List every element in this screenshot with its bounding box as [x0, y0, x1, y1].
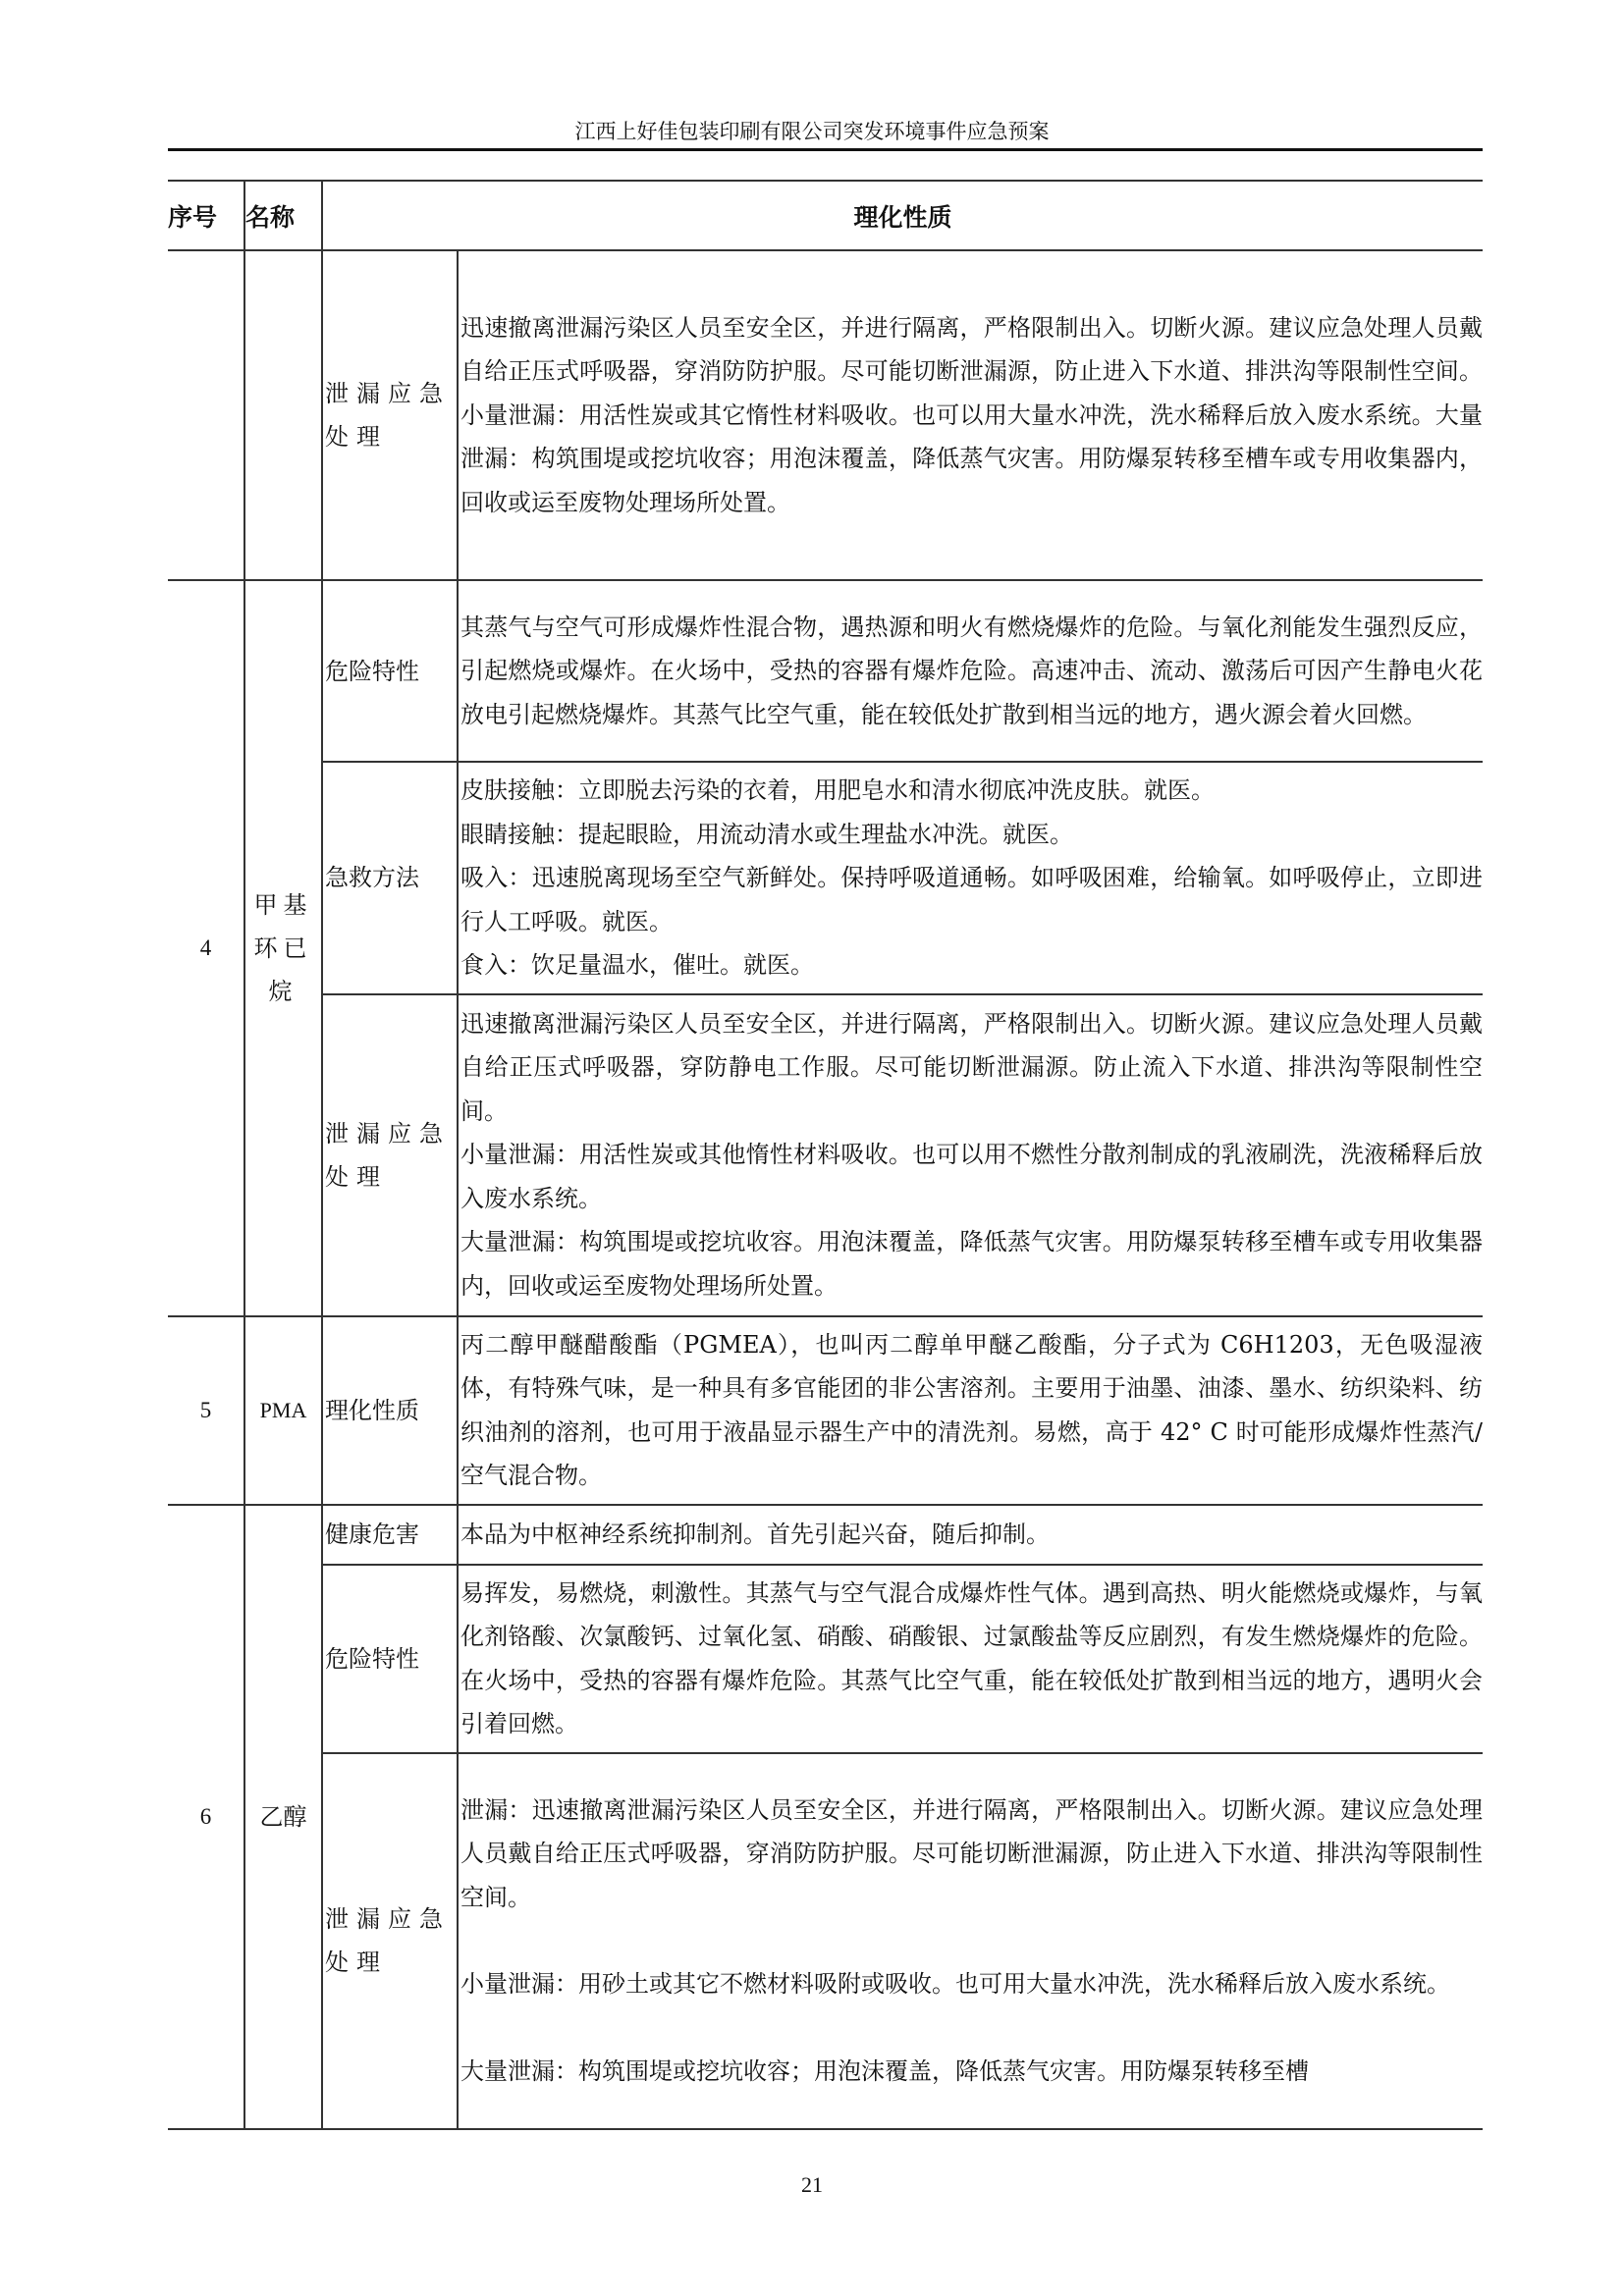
property-paragraph: 大量泄漏：构筑围堤或挖坑收容。用泡沫覆盖，降低蒸气灾害。用防爆泵转移至槽车或专用收集器内，回收或运至废物处理场所处置。	[460, 1228, 1484, 1300]
property-label: 危险特性	[322, 1565, 458, 1753]
page-number: 21	[801, 2172, 823, 2197]
property-paragraph: 泄漏：迅速撤离泄漏污染区人员至安全区，并进行隔离，严格限制出入。切断火源。建议应急处理人员戴自给正压式呼吸器，穿消防防护服。尽可能切断泄漏源，防止进入下水道、排洪沟等限制性空间。	[460, 1795, 1484, 1911]
property-text	[458, 1753, 1483, 2129]
chemical-name: PMA	[244, 1316, 322, 1505]
column-header-index: 序号	[168, 181, 244, 250]
property-text	[458, 1505, 1483, 1565]
property-text	[458, 250, 1483, 580]
table-row-4-leak	[168, 994, 1483, 1316]
property-paragraph: 易挥发，易燃烧，刺激性。其蒸气与空气混合成爆炸性气体。遇到高热、明火能燃烧或爆炸，与氧化剂铬酸、次氯酸钙、过氧化氢、硝酸、硝酸银、过氯酸盐等反应剧烈，有发生燃烧爆炸的危险。在火场中，受热的容器有爆炸危险。其蒸气比空气重，能在较低处扩散到相当远的地方，遇明火会引着回燃。	[460, 1578, 1484, 1737]
row-index: 4	[168, 580, 244, 1316]
property-paragraph: 丙二醇甲醚醋酸酯（PGMEA），也叫丙二醇单甲醚乙酸酯，分子式为 C6H1203，无色吸湿液体，有特殊气味，是一种具有多官能团的非公害溶剂。主要用于油墨、油漆、墨水、纺织染料、纺织油剂的溶剂，也可用于液晶显示器生产中的清洗剂。易燃，高于 42° C 时可能形成爆炸性蒸汽/空气混合物。	[460, 1330, 1484, 1489]
header-rule	[168, 148, 1483, 151]
row-index: 6	[168, 1505, 244, 2129]
table-row-6-hazard	[168, 1565, 1483, 1753]
name-cell-empty	[244, 250, 322, 580]
property-paragraph: 小量泄漏：用活性炭或其他惰性材料吸收。也可以用不燃性分散剂制成的乳液刷洗，洗液稀释后放入废水系统。	[460, 1141, 1484, 1212]
table-row-6	[168, 1505, 1483, 1565]
property-text	[458, 994, 1483, 1316]
property-label: 泄漏应急处理	[322, 994, 458, 1316]
property-paragraph: 眼睛接触：提起眼睑，用流动清水或生理盐水冲洗。就医。	[460, 820, 1073, 848]
property-paragraph: 迅速撤离泄漏污染区人员至安全区，并进行隔离，严格限制出入。切断火源。建议应急处理人员戴自给正压式呼吸器，穿消防防护服。尽可能切断泄漏源，防止进入下水道、排洪沟等限制性空间。小量泄漏：用活性炭或其它惰性材料吸收。也可以用大量水冲洗，洗水稀释后放入废水系统。大量泄漏：构筑围堤或挖坑收容；用泡沫覆盖，降低蒸气灾害。用防爆泵转移至槽车或专用收集器内，回收或运至废物处理场所处置。	[460, 313, 1484, 516]
property-paragraph: 其蒸气与空气可形成爆炸性混合物，遇热源和明火有燃烧爆炸的危险。与氧化剂能发生强烈反应，引起燃烧或爆炸。在火场中，受热的容器有爆炸危险。高速冲击、流动、激荡后可因产生静电火花放电引起燃烧爆炸。其蒸气比空气重，能在较低处扩散到相当远的地方，遇火源会着火回燃。	[460, 613, 1484, 728]
property-paragraph: 小量泄漏：用砂土或其它不燃材料吸附或吸收。也可用大量水冲洗，洗水稀释后放入废水系统。	[460, 1970, 1450, 1999]
table-row-6-leak	[168, 1753, 1483, 2129]
table-row-4	[168, 580, 1483, 762]
column-header-name: 名称	[244, 181, 322, 250]
table-row-continuation	[168, 250, 1483, 580]
property-paragraph: 迅速撤离泄漏污染区人员至安全区，并进行隔离，严格限制出入。切断火源。建议应急处理人员戴自给正压式呼吸器，穿防静电工作服。尽可能切断泄漏源。防止流入下水道、排洪沟等限制性空间。	[460, 1009, 1484, 1125]
property-paragraph: 大量泄漏：构筑围堤或挖坑收容；用泡沫覆盖，降低蒸气灾害。用防爆泵转移至槽	[460, 2056, 1309, 2085]
chemical-name-text: 甲基环已烷	[253, 890, 313, 1005]
property-label: 泄漏应急处理	[322, 250, 458, 580]
table-header-row	[168, 181, 1483, 250]
index-cell-empty	[168, 250, 244, 580]
property-label: 危险特性	[322, 580, 458, 762]
column-header-properties: 理化性质	[322, 181, 1483, 250]
row-index: 5	[168, 1316, 244, 1505]
table-row-5	[168, 1316, 1483, 1505]
paragraph-gap	[460, 2006, 1483, 2050]
property-label: 泄漏应急处理	[322, 1753, 458, 2129]
table-row-4-first-aid	[168, 762, 1483, 994]
document-header-title: 江西上好佳包装印刷有限公司突发环境事件应急预案	[574, 120, 1050, 143]
property-text	[458, 580, 1483, 762]
property-text	[458, 1565, 1483, 1753]
property-label: 健康危害	[322, 1505, 458, 1565]
property-label: 理化性质	[322, 1316, 458, 1505]
property-label: 急救方法	[322, 762, 458, 994]
chemical-name: 乙醇	[244, 1505, 322, 2129]
property-paragraph: 本品为中枢神经系统抑制剂。首先引起兴奋，随后抑制。	[460, 1520, 1050, 1548]
property-text	[458, 1316, 1483, 1505]
property-text	[458, 762, 1483, 994]
chemical-name	[244, 580, 322, 1316]
property-paragraph: 吸入：迅速脱离现场至空气新鲜处。保持呼吸道通畅。如呼吸困难，给输氧。如呼吸停止，立即进行人工呼吸。就医。	[460, 864, 1484, 935]
chemical-properties-table	[168, 180, 1483, 2130]
paragraph-gap	[460, 1919, 1483, 1962]
property-paragraph: 食入：饮足量温水，催吐。就医。	[460, 951, 814, 979]
property-paragraph: 皮肤接触：立即脱去污染的衣着，用肥皂水和清水彻底冲洗皮肤。就医。	[460, 776, 1215, 804]
